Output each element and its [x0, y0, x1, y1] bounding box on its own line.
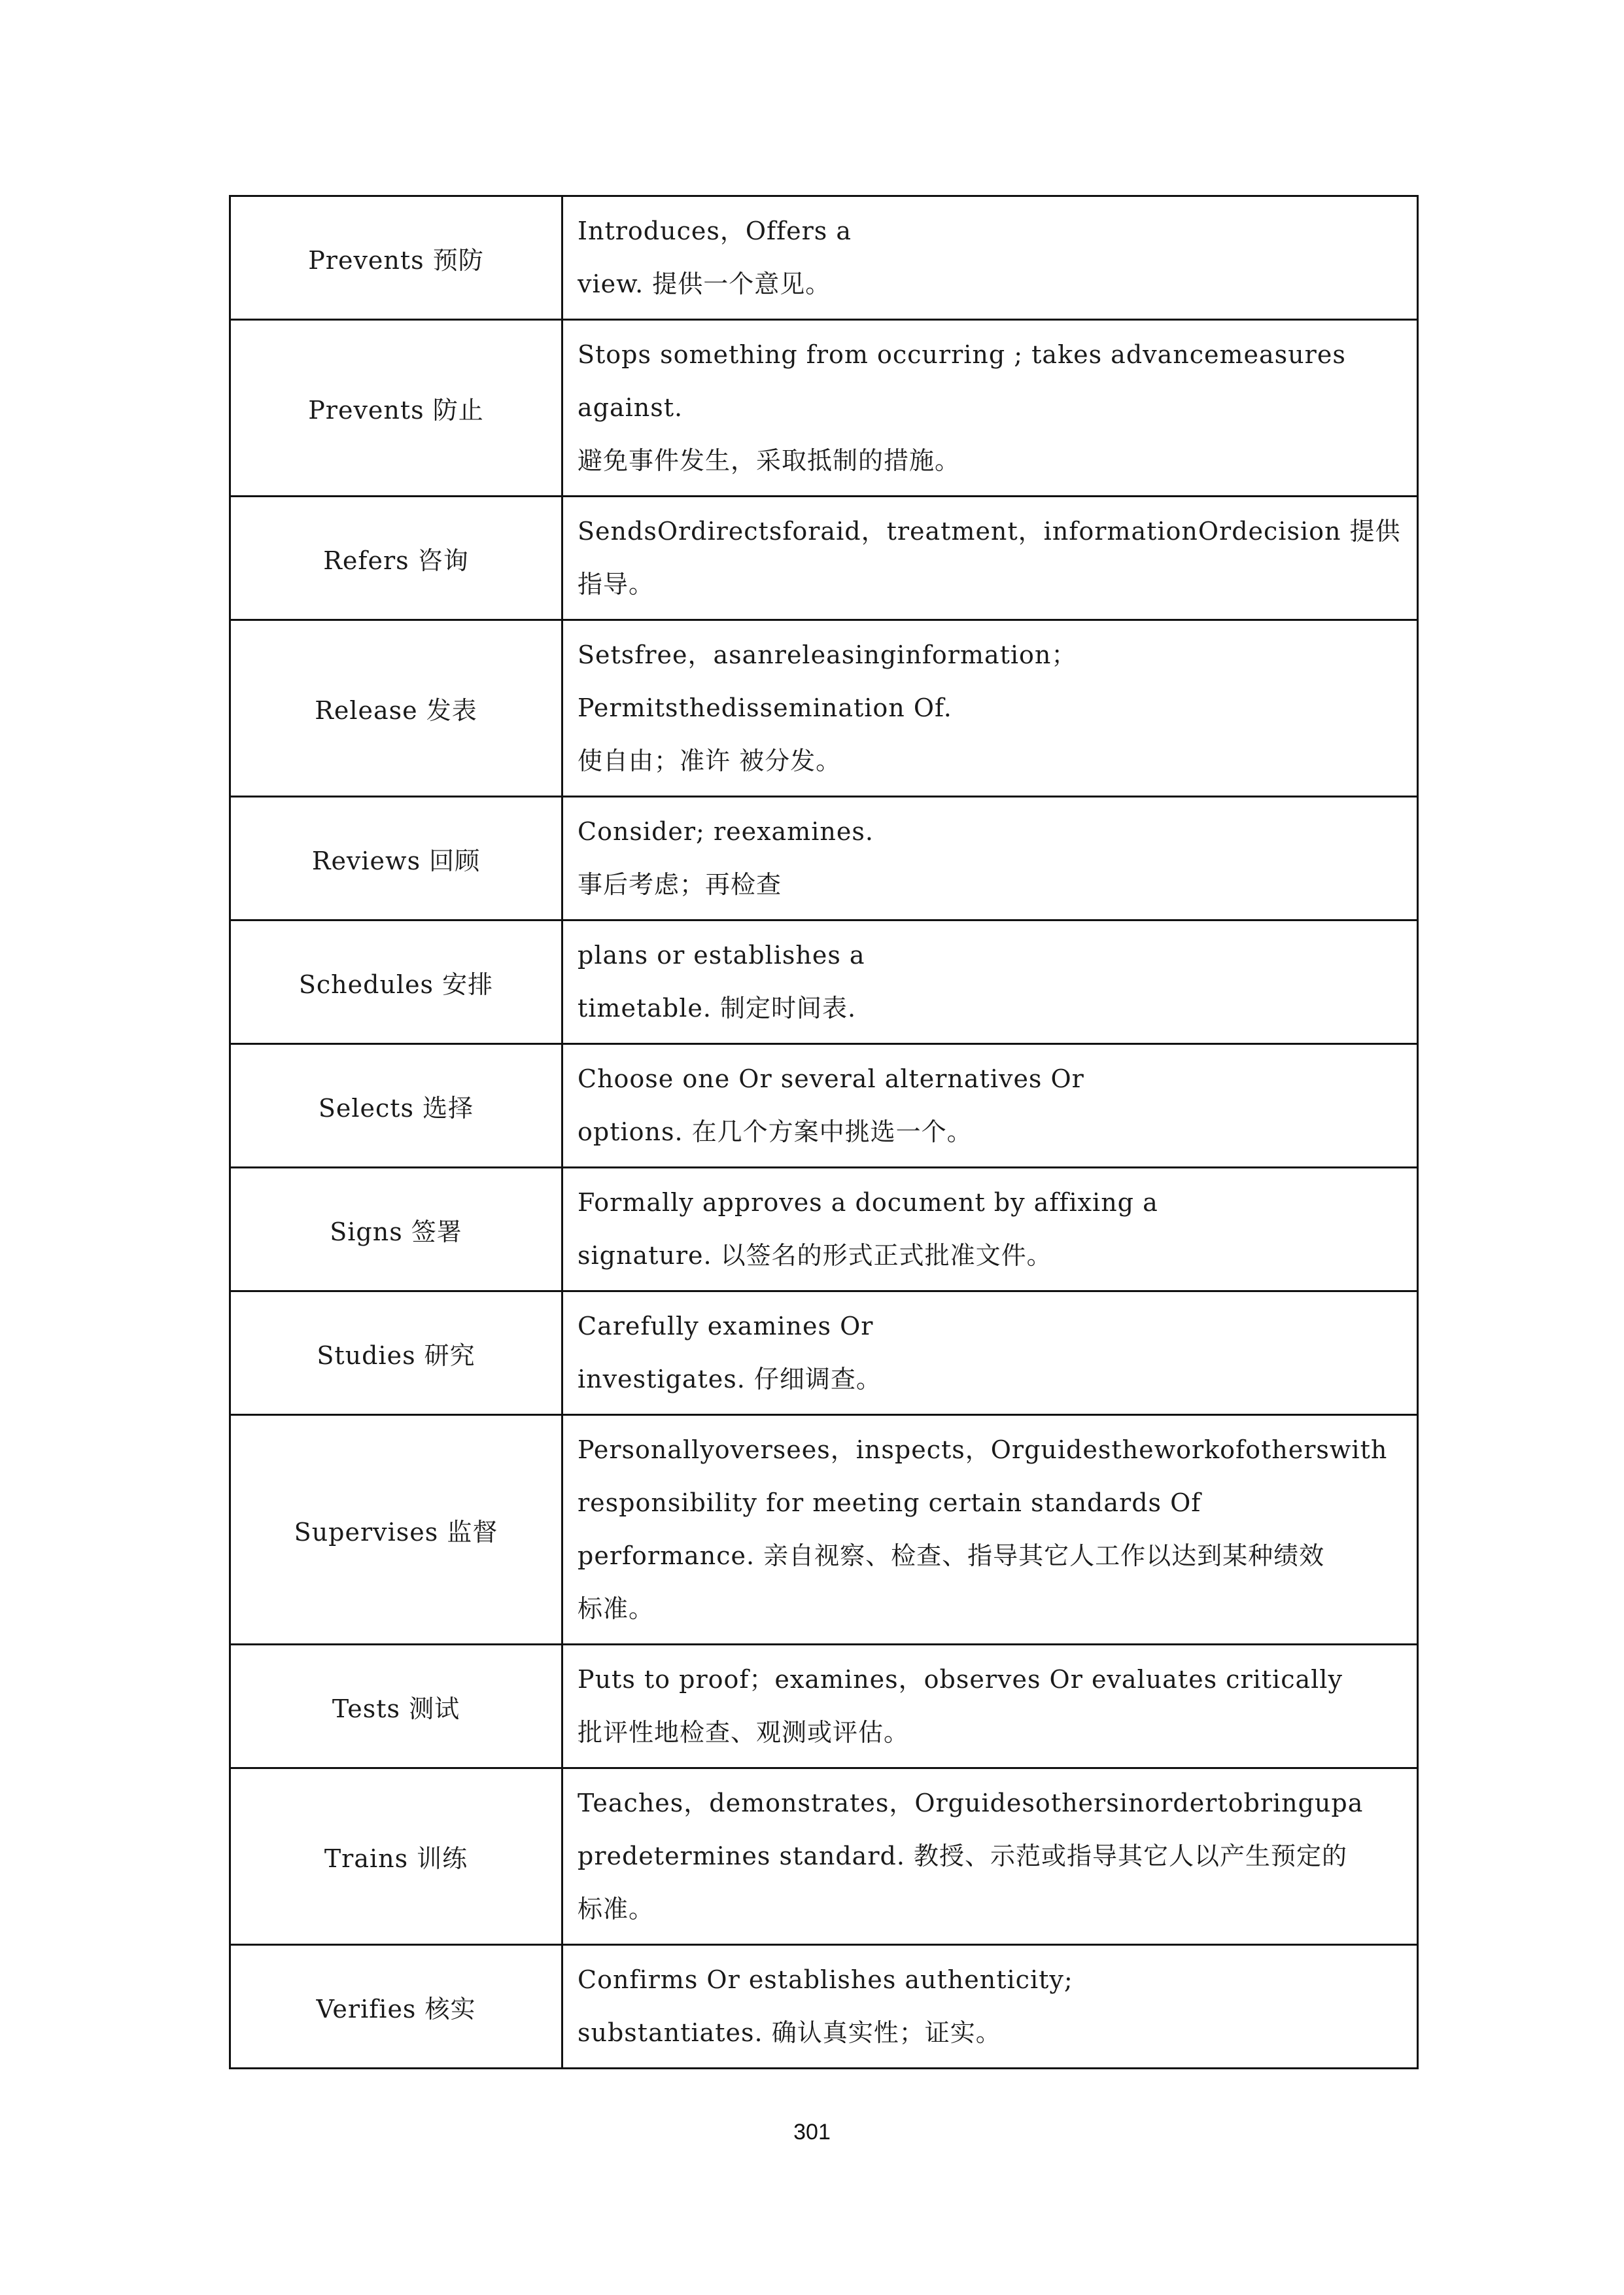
term-cell: Trains 训练 [230, 1768, 562, 1945]
table-row [230, 920, 1418, 1044]
definition-cell [562, 320, 1418, 497]
term-cell: Verifies 核实 [230, 1945, 562, 2069]
definition-line: Teaches，demonstrates，Orguidesothersinordertobringupa [578, 1789, 1364, 1817]
definition-cell [562, 620, 1418, 797]
definition-cell [562, 920, 1418, 1044]
table-row [230, 196, 1418, 320]
definition-cell [562, 1168, 1418, 1291]
definition-line: investigates. 仔细调查。 [578, 1365, 882, 1393]
definition-cell [562, 497, 1418, 620]
definition-line: 使自由；准许 被分发。 [578, 746, 842, 775]
table-row [230, 797, 1418, 920]
definition-line: predetermines standard. 教授、示范或指导其它人以产生预定的 [578, 1842, 1347, 1870]
term-cell: Prevents 预防 [230, 196, 562, 320]
term-cell: Refers 咨询 [230, 497, 562, 620]
definition-cell [562, 797, 1418, 920]
definition-line: timetable. 制定时间表. [578, 994, 857, 1023]
definition-cell [562, 1945, 1418, 2069]
definition-line: Introduces，Offers a [578, 217, 852, 245]
definition-line: responsibility for meeting certain standards Of [578, 1488, 1201, 1517]
table-row [230, 1645, 1418, 1768]
term-cell: Selects 选择 [230, 1044, 562, 1168]
definition-line: substantiates. 确认真实性；证实。 [578, 2018, 1001, 2047]
definition-line: Setsfree，asanreleasinginformation； [578, 640, 1077, 669]
definition-line: view. 提供一个意见。 [578, 270, 831, 298]
table-row [230, 1168, 1418, 1291]
definition-line: Personallyoversees，inspects，Orguidestheworkofotherswith [578, 1435, 1388, 1464]
definition-line: 批评性地检查、观测或评估。 [578, 1718, 910, 1747]
definition-line: Formally approves a document by affixing a [578, 1188, 1158, 1217]
definition-line: 标准。 [578, 1895, 655, 1923]
term-cell: Supervises 监督 [230, 1415, 562, 1645]
page-number: 301 [793, 2120, 831, 2145]
definition-cell [562, 1044, 1418, 1168]
definition-cell [562, 1291, 1418, 1415]
term-cell: Schedules 安排 [230, 920, 562, 1044]
definition-line: 事后考虑；再检查 [578, 870, 782, 899]
definition-line: 指导。 [578, 570, 655, 599]
definition-line: 避免事件发生，采取抵制的措施。 [578, 446, 961, 475]
definition-line: options. 在几个方案中挑选一个。 [578, 1117, 973, 1146]
definition-line: Consider; reexamines. [578, 817, 874, 846]
table-row [230, 1291, 1418, 1415]
table-row [230, 1768, 1418, 1945]
table-row [230, 497, 1418, 620]
definition-line: Stops something from occurring ; takes advancemeasures [578, 340, 1346, 369]
definition-cell [562, 1645, 1418, 1768]
definition-line: Puts to proof；examines，observes Or evaluates critically [578, 1665, 1343, 1694]
definition-line: performance. 亲自视察、检查、指导其它人工作以达到某种绩效 [578, 1541, 1325, 1570]
table-row [230, 1044, 1418, 1168]
definition-line: Carefully examines Or [578, 1312, 874, 1340]
definition-cell [562, 1768, 1418, 1945]
definition-line: SendsOrdirectsforaid，treatment，informationOrdecision 提供 [578, 517, 1401, 546]
term-cell: Signs 签署 [230, 1168, 562, 1291]
glossary-table [229, 195, 1419, 2069]
term-cell: Tests 测试 [230, 1645, 562, 1768]
table-row [230, 1415, 1418, 1645]
definition-cell [562, 196, 1418, 320]
definition-line: against. [578, 393, 683, 422]
table-row [230, 1945, 1418, 2069]
term-cell: Release 发表 [230, 620, 562, 797]
term-cell: Reviews 回顾 [230, 797, 562, 920]
definition-cell [562, 1415, 1418, 1645]
definition-line: plans or establishes a [578, 941, 865, 970]
definition-line: signature. 以签名的形式正式批准文件。 [578, 1241, 1052, 1270]
definition-line: Choose one Or several alternatives Or [578, 1064, 1084, 1093]
term-cell: Studies 研究 [230, 1291, 562, 1415]
table-row [230, 320, 1418, 497]
definition-line: 标准。 [578, 1594, 655, 1623]
definition-line: Confirms Or establishes authenticity; [578, 1965, 1073, 1994]
glossary-table-body [230, 196, 1418, 2069]
table-row [230, 620, 1418, 797]
definition-line: Permitsthedissemination Of. [578, 693, 952, 722]
term-cell: Prevents 防止 [230, 320, 562, 497]
